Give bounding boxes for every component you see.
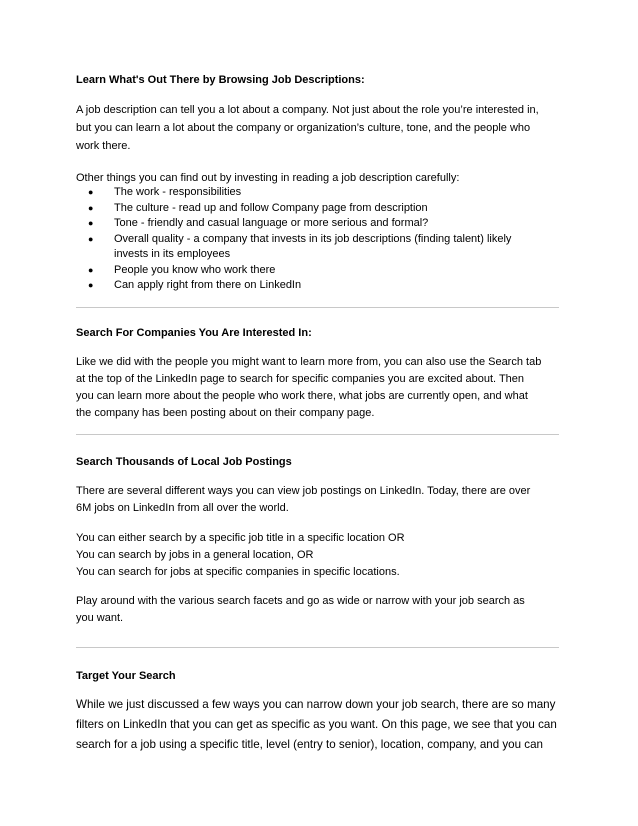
section-heading-target-your-search: Target Your Search <box>76 670 176 682</box>
paragraph-other-things: Other things you can find out by investing in reading a job description carefully: <box>76 172 460 184</box>
paragraph-search-options <box>76 530 564 581</box>
bullet-item: ● Overall quality - a company that invests in its job descriptions (finding talent) likely invests in its employees <box>76 232 524 263</box>
paragraph-job-description-intro <box>76 101 564 155</box>
text-line: A job description can tell you a lot about a company. Not just about the role you’re interested in, <box>76 104 539 116</box>
text-line: but you can learn a lot about the company or organization’s culture, tone, and the people who <box>76 122 531 134</box>
text-line: You can either search by a specific job title in a specific location OR <box>76 532 405 544</box>
text-line: filters on LinkedIn that you can get as specific as you want. On this page, we see that you can <box>76 718 557 731</box>
bullet-list-what-to-learn <box>76 185 556 294</box>
horizontal-divider <box>76 307 559 308</box>
section-heading-browse-job-descriptions: Learn What's Out There by Browsing Job Descriptions: <box>76 74 365 86</box>
bullet-item: ● The culture - read up and follow Company page from description <box>76 201 556 217</box>
paragraph-target-search <box>76 695 564 755</box>
text-line: the company has been posting about on their company page. <box>76 407 375 419</box>
bullet-item: ● Tone - friendly and casual language or more serious and formal? <box>76 216 556 232</box>
section-heading-search-companies: Search For Companies You Are Interested In: <box>76 327 312 339</box>
text-line: You can search by jobs in a general location, OR <box>76 549 314 561</box>
text-line: Like we did with the people you might want to learn more from, you can also use the Search tab <box>76 356 542 368</box>
text-line: you want. <box>76 612 124 624</box>
text-line: 6M jobs on LinkedIn from all over the world. <box>76 502 289 514</box>
text-line: search for a job using a specific title, level (entry to senior), location, company, and you can <box>76 738 543 751</box>
paragraph-job-postings-intro <box>76 483 564 517</box>
bullet-item: ● People you know who work there <box>76 263 556 279</box>
paragraph-play-around <box>76 593 564 627</box>
horizontal-divider <box>76 434 559 435</box>
bullet-item: ● Can apply right from there on LinkedIn <box>76 278 556 294</box>
text-line: you can learn more about the people who work there, what jobs are currently open, and what <box>76 390 528 402</box>
text-line: work there. <box>76 140 131 152</box>
text-line: at the top of the LinkedIn page to search for specific companies you are excited about. Then <box>76 373 525 385</box>
text-line: You can search for jobs at specific companies in specific locations. <box>76 566 400 578</box>
text-line: Play around with the various search facets and go as wide or narrow with your job search as <box>76 595 525 607</box>
text-line: While we just discussed a few ways you can narrow down your job search, there are so many <box>76 698 556 711</box>
text-line: There are several different ways you can view job postings on LinkedIn. Today, there are over <box>76 485 531 497</box>
section-heading-local-job-postings: Search Thousands of Local Job Postings <box>76 456 292 468</box>
bullet-item: ● The work - responsibilities <box>76 185 556 201</box>
paragraph-search-companies <box>76 354 564 422</box>
horizontal-divider <box>76 647 559 648</box>
